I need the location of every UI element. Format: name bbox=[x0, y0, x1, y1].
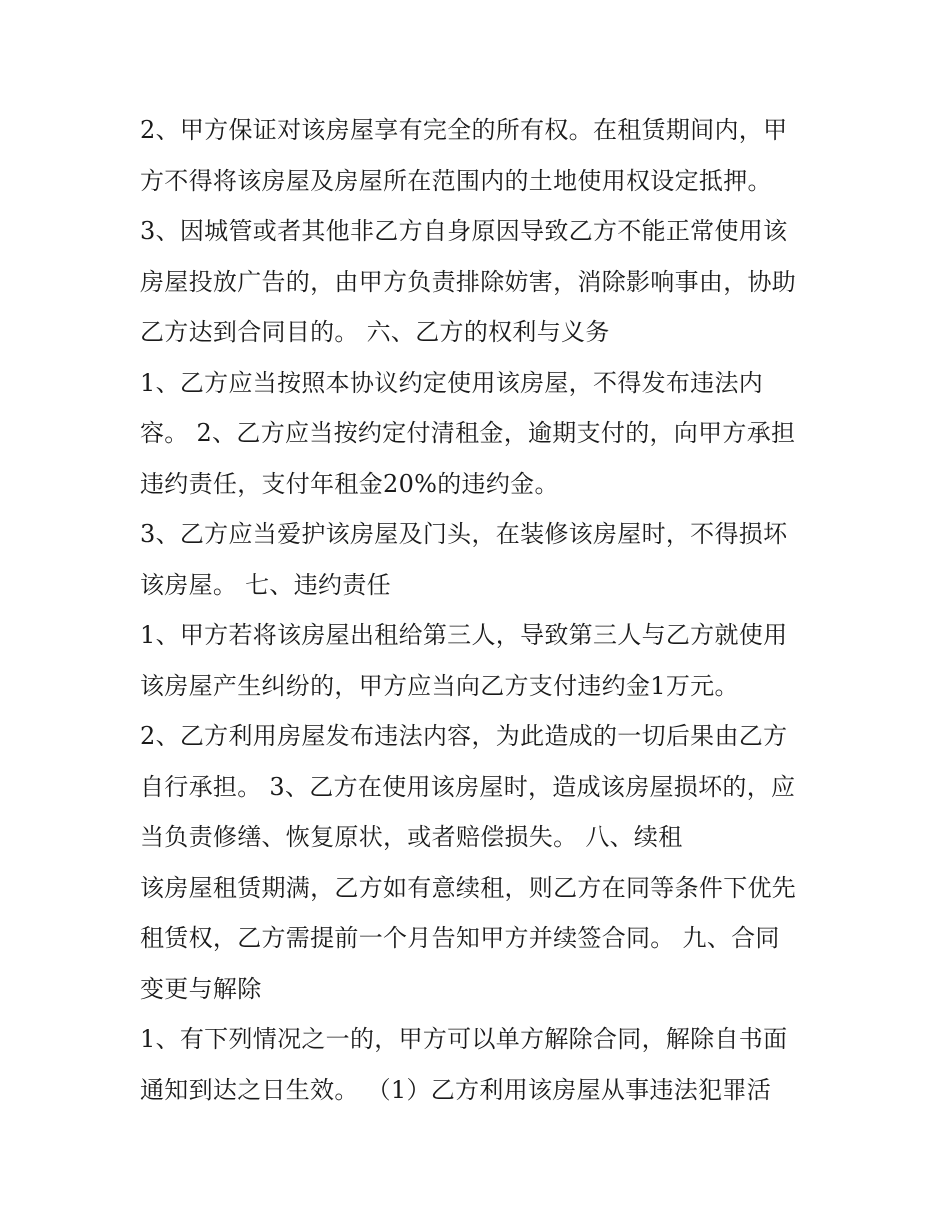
text-line: 1、乙方应当按照本协议约定使用该房屋，不得发布违法内 bbox=[140, 369, 764, 397]
text-line: 2、甲方保证对该房屋享有完全的所有权。在租赁期间内，甲 bbox=[140, 116, 788, 144]
text-line: 3、乙方应当爱护该房屋及门头，在装修该房屋时，不得损坏 bbox=[140, 520, 788, 548]
text-line: 乙方达到合同目的。 六、乙方的权利与义务 bbox=[140, 318, 610, 346]
text-line: 该房屋租赁期满，乙方如有意续租，则乙方在同等条件下优先 bbox=[140, 874, 797, 902]
text-line: 该房屋。 七、违约责任 bbox=[140, 571, 391, 599]
text-line: 该房屋产生纠纷的，甲方应当向乙方支付违约金1万元。 bbox=[140, 672, 739, 700]
text-line: 房屋投放广告的，由甲方负责排除妨害，消除影响事由，协助 bbox=[140, 268, 797, 296]
text-line: 1、甲方若将该房屋出租给第三人，导致第三人与乙方就使用 bbox=[140, 621, 788, 649]
text-line: 租赁权，乙方需提前一个月告知甲方并续签合同。 九、合同 bbox=[140, 924, 780, 952]
text-line: 当负责修缮、恢复原状，或者赔偿损失。 八、续租 bbox=[140, 823, 683, 851]
text-line: 容。 2、乙方应当按约定付清租金，逾期支付的，向甲方承担 bbox=[140, 419, 796, 447]
text-line: 1、有下列情况之一的，甲方可以单方解除合同，解除自书面 bbox=[140, 1025, 788, 1053]
text-line: 2、乙方利用房屋发布违法内容，为此造成的一切后果由乙方 bbox=[140, 722, 788, 750]
text-line: 通知到达之日生效。 （1）乙方利用该房屋从事违法犯罪活 bbox=[140, 1076, 771, 1104]
text-line: 自行承担。 3、乙方在使用该房屋时，造成该房屋损坏的，应 bbox=[140, 773, 796, 801]
text-line: 3、因城管或者其他非乙方自身原因导致乙方不能正常使用该 bbox=[140, 217, 788, 245]
text-line: 方不得将该房屋及房屋所在范围内的土地使用权设定抵押。 bbox=[140, 167, 772, 195]
text-line: 违约责任，支付年租金20%的违约金。 bbox=[140, 470, 559, 498]
text-line: 变更与解除 bbox=[140, 975, 262, 1003]
